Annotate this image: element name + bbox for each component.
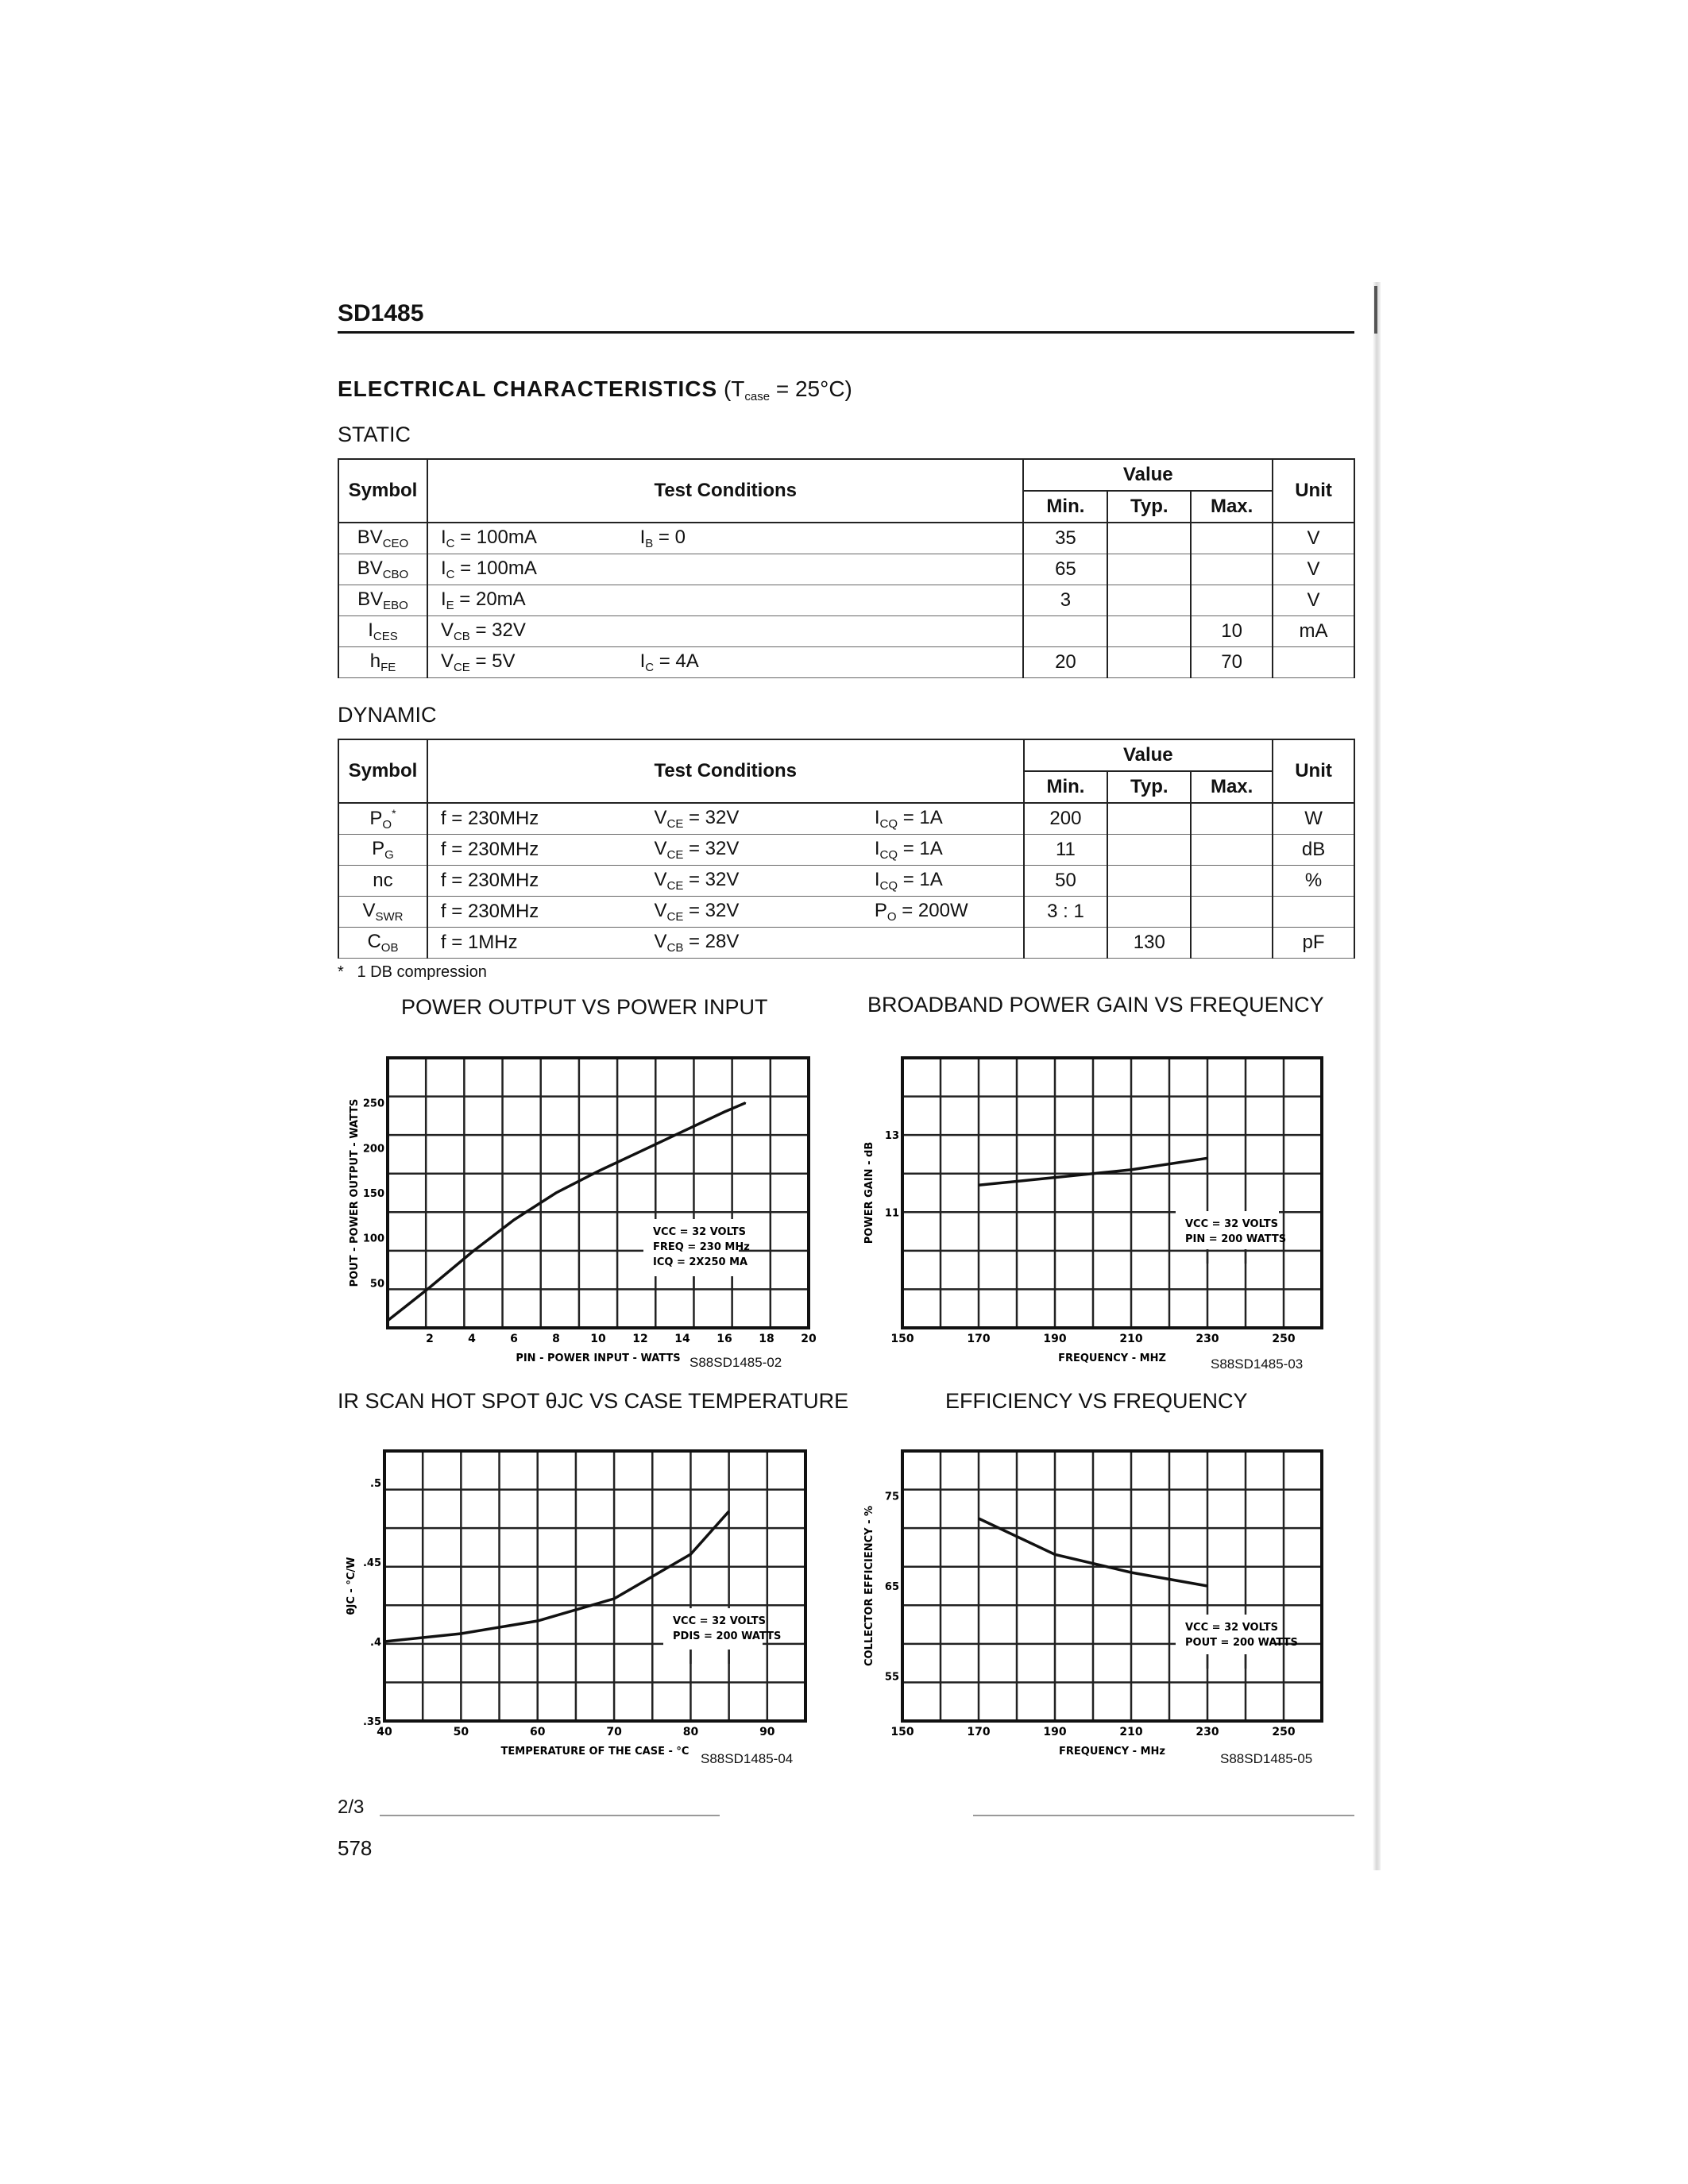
cell-typ [1107,803,1191,835]
footnote [338,963,487,982]
cell-typ [1107,897,1191,928]
table-row [338,585,1354,616]
cell-condition-3 [862,866,1024,897]
cell-max [1191,835,1273,866]
cell-condition-2 [641,803,861,835]
cell-symbol [338,647,427,678]
plot-frame [902,1058,1322,1328]
footer-rule-left [380,1815,720,1816]
cell-condition-2 [628,616,1024,647]
cell-typ [1107,866,1191,897]
data-point [597,1171,599,1172]
cell-typ [1107,647,1191,678]
condition-text: $V_{CB} = 28V$ [654,931,740,955]
data-point [724,1111,725,1113]
data-point [1130,1169,1132,1171]
figure-id-4: S88SD1485-05 [1220,1751,1313,1766]
col-test-conditions: Test Conditions [427,459,1024,523]
plot-frame [902,1451,1322,1721]
cell-condition-1: f = 1MHz [427,928,642,959]
x-tick-label: 190 [1043,1726,1067,1738]
condition-text: $V_{CB} = 32V$ [440,619,526,643]
footnote-text: 1 DB compression [357,963,487,981]
cell-condition-3 [862,803,1024,835]
cell-symbol [338,585,427,616]
condition-text: $V_{CE} = 5V$ [440,650,516,674]
annotation-text: POUT = 200 WATTS [1185,1637,1298,1649]
col-value: Value [1023,459,1273,491]
data-point [745,1102,747,1104]
annotation-text: VCC = 32 VOLTS [673,1615,766,1627]
annotation-text: FREQ = 230 MHz [653,1241,750,1253]
table-row [338,647,1354,678]
chart-1-title: POWER OUTPUT VS POWER INPUT [401,995,768,1019]
col-unit: Unit [1273,459,1354,523]
condition-text: $I_C = 4A$ [639,650,699,674]
cell-symbol [338,835,427,866]
x-tick-label: 8 [552,1333,560,1345]
cell-condition-2 [628,647,1024,678]
y-axis-label: θJC - °C/W [346,1557,357,1615]
cell-condition-1: f = 230MHz [427,835,642,866]
plot-frame [384,1451,805,1721]
cell-condition-2 [641,835,861,866]
data-point [978,1184,979,1186]
footnote-mark: * [338,963,344,981]
annotation-text: VCC = 32 VOLTS [1185,1622,1278,1634]
condition-text: $V_{CE} = 32V$ [654,900,740,924]
chart-power-output [334,1032,826,1390]
chart-grid [384,1451,805,1721]
x-tick-label: 150 [890,1333,914,1345]
figure-id-2: S88SD1485-03 [1211,1356,1304,1372]
scan-edge-shadow [1373,282,1381,1870]
x-tick-label: 10 [590,1333,606,1345]
x-tick-label: 170 [967,1333,991,1345]
condition-text: $V_{CE} = 32V$ [654,838,740,862]
x-tick-label: 210 [1119,1726,1143,1738]
cell-max: 70 [1191,647,1273,678]
cell-min: 50 [1024,866,1108,897]
data-point [461,1633,462,1634]
cell-condition-3 [862,835,1024,866]
figure-id-1: S88SD1485-02 [689,1355,782,1370]
cell-min [1024,928,1108,959]
x-tick-label: 210 [1119,1333,1143,1345]
cell-condition-1 [427,616,628,647]
symbol-text: nc [373,870,393,891]
footer-rule-right [973,1815,1354,1816]
page-number: 578 [338,1836,373,1860]
x-tick-label: 230 [1196,1333,1219,1345]
y-tick-label: 100 [362,1233,384,1245]
cell-unit: W [1273,803,1354,835]
annotation-text: VCC = 32 VOLTS [653,1226,746,1238]
cell-max [1191,897,1273,928]
table-row [338,835,1354,866]
cell-min: 11 [1024,835,1108,866]
cell-max [1191,554,1273,585]
cell-condition-1 [427,585,628,616]
y-tick-label: 11 [884,1207,899,1220]
part-number: SD1485 [338,300,424,326]
symbol-text: $C_{OB}$ [367,931,399,955]
cell-min: 20 [1023,647,1107,678]
cell-symbol [338,897,427,928]
annotation-text: PDIS = 200 WATTS [673,1630,782,1642]
x-axis-label: PIN - POWER INPUT - WATTS [516,1352,681,1364]
cell-condition-1: f = 230MHz [427,803,642,835]
condition-text: $P_O = 200W$ [874,900,968,924]
cell-condition-1: f = 230MHz [427,866,642,897]
col-symbol: Symbol [338,739,427,803]
data-point [978,1518,979,1519]
condition-text: $I_B = 0$ [639,527,686,550]
col-min: Min. [1023,491,1107,523]
annotation-bg [663,1608,763,1650]
cell-unit [1273,897,1354,928]
table-row [338,554,1354,585]
cell-condition-2 [628,523,1024,554]
chart-grid [902,1058,1322,1328]
symbol-text: $P_O^*$ [369,806,396,832]
cell-unit: mA [1273,616,1354,647]
x-tick-label: 170 [967,1726,991,1738]
cell-symbol [338,866,427,897]
data-point [613,1598,615,1599]
cell-symbol [338,928,427,959]
cell-min: 3 : 1 [1024,897,1108,928]
col-max: Max. [1191,491,1273,523]
cell-typ [1107,523,1191,554]
col-symbol: Symbol [338,459,427,523]
condition-text: $I_{CQ} = 1A$ [874,869,943,893]
x-tick-label: 60 [529,1726,546,1738]
annotation-text: PIN = 200 WATTS [1185,1233,1287,1245]
cell-max [1191,585,1273,616]
x-tick-label: 90 [759,1726,775,1738]
x-tick-label: 18 [759,1333,774,1345]
cell-typ [1107,585,1191,616]
data-point [1207,1157,1208,1159]
cell-unit: pF [1273,928,1354,959]
cell-unit: V [1273,554,1354,585]
cell-max [1191,866,1273,897]
x-tick-label: 2 [426,1333,434,1345]
col-value: Value [1024,739,1273,771]
symbol-text: $h_{FE}$ [369,650,396,674]
cell-condition-2 [628,554,1024,585]
x-axis-label: FREQUENCY - MHZ [1058,1352,1166,1364]
x-tick-label: 40 [377,1726,392,1738]
y-axis-label: POUT - POWER OUTPUT - WATTS [349,1098,361,1287]
y-tick-label: 250 [362,1098,384,1110]
data-point [682,1131,683,1133]
x-tick-label: 250 [1272,1333,1296,1345]
cell-unit: V [1273,585,1354,616]
symbol-text: $V_{SWR}$ [362,900,404,924]
cell-max [1191,523,1273,554]
cell-typ [1107,554,1191,585]
cell-unit [1273,647,1354,678]
y-tick-label: .35 [362,1716,381,1728]
cell-unit: V [1273,523,1354,554]
cell-condition-2 [628,585,1024,616]
cell-typ [1107,835,1191,866]
x-tick-label: 20 [801,1333,817,1345]
x-tick-label: 70 [606,1726,622,1738]
x-axis-label: FREQUENCY - MHz [1059,1746,1165,1758]
cell-condition-2 [641,897,861,928]
chart-4-title: EFFICIENCY VS FREQUENCY [945,1389,1248,1413]
col-max: Max. [1191,771,1273,803]
x-tick-label: 16 [717,1333,732,1345]
y-tick-label: 50 [369,1278,384,1291]
cell-condition-3 [862,897,1024,928]
data-point [1130,1572,1132,1573]
y-tick-label: .5 [370,1478,381,1490]
data-point [471,1252,473,1253]
x-tick-label: 4 [468,1333,476,1345]
condition-text: $I_C = 100mA$ [440,558,537,581]
cell-condition-1: f = 230MHz [427,897,642,928]
chart-2-title: BROADBAND POWER GAIN VS FREQUENCY [867,993,1324,1017]
cell-unit: dB [1273,835,1354,866]
data-point [728,1511,730,1512]
cell-symbol [338,803,427,835]
cell-symbol [338,554,427,585]
section-condition: $(T_{case} = 25^\circ C)$ [723,376,852,403]
data-point [639,1151,641,1152]
cell-typ [1107,616,1191,647]
static-heading: STATIC [338,423,411,446]
x-tick-label: 12 [632,1333,648,1345]
cell-min: 65 [1023,554,1107,585]
x-tick-label: 150 [890,1726,914,1738]
table-row [338,803,1354,835]
condition-text: $V_{CE} = 32V$ [654,807,740,831]
symbol-text: $BV_{CEO}$ [357,527,409,550]
x-tick-label: 6 [510,1333,518,1345]
dynamic-table [338,739,1355,959]
cell-max: 10 [1191,616,1273,647]
header-rule [338,331,1354,334]
x-tick-label: 190 [1043,1333,1067,1345]
data-point [1054,1177,1056,1179]
table-row [338,897,1354,928]
col-typ: Typ. [1107,771,1191,803]
data-point [555,1192,557,1194]
symbol-text: $I_{CES}$ [368,619,398,643]
cell-min: 35 [1023,523,1107,554]
symbol-text: $P_G$ [372,838,394,862]
chart-efficiency [850,1426,1358,1783]
symbol-text: $BV_{CBO}$ [357,558,409,581]
cell-condition-2 [641,866,861,897]
cell-symbol [338,616,427,647]
y-axis-label: COLLECTOR EFFICIENCY - % [863,1505,875,1667]
condition-text: $I_C = 100mA$ [440,527,537,550]
cell-unit: % [1273,866,1354,897]
annotation-text: ICQ = 2X250 MA [653,1256,748,1268]
x-tick-label: 50 [453,1726,469,1738]
col-min: Min. [1024,771,1108,803]
condition-text: $I_{CQ} = 1A$ [874,807,943,831]
cell-condition-1 [427,523,628,554]
y-tick-label: .45 [362,1557,381,1569]
x-tick-label: 250 [1272,1726,1296,1738]
symbol-text: $BV_{EBO}$ [357,588,408,612]
chart-grid [388,1058,809,1328]
cell-condition-3 [862,928,1024,959]
cell-min: 3 [1023,585,1107,616]
dynamic-heading: DYNAMIC [338,703,437,727]
y-tick-label: 150 [362,1188,384,1200]
scan-edge-mark [1374,286,1377,334]
data-point [513,1219,515,1221]
y-tick-label: 75 [884,1491,899,1503]
y-tick-label: 65 [884,1581,899,1593]
col-test-conditions: Test Conditions [427,739,1024,803]
page-of: 2/3 [338,1796,365,1818]
cell-min [1023,616,1107,647]
plot-frame [388,1058,809,1328]
y-tick-label: 13 [884,1130,899,1143]
figure-id-3: S88SD1485-04 [701,1751,794,1766]
y-tick-label: .4 [370,1637,381,1649]
x-tick-label: 14 [674,1333,690,1345]
section-title [338,376,852,403]
data-point [1054,1554,1056,1556]
cell-min: 200 [1024,803,1108,835]
data-point [384,1641,385,1642]
chart-3-title: IR SCAN HOT SPOT θJC VS CASE TEMPERATURE [338,1389,849,1413]
y-tick-label: 55 [884,1671,899,1684]
data-point [1207,1585,1208,1587]
condition-text: $I_E = 20mA$ [440,588,526,612]
chart-hot-spot [334,1426,826,1783]
chart-grid [902,1451,1322,1721]
col-unit: Unit [1273,739,1354,803]
x-tick-label: 80 [682,1726,699,1738]
cell-condition-2 [641,928,861,959]
static-table [338,458,1355,678]
cell-condition-1 [427,554,628,585]
x-axis-label: TEMPERATURE OF THE CASE - °C [500,1746,689,1758]
data-point [537,1620,539,1622]
condition-text: $V_{CE} = 32V$ [654,869,740,893]
cell-max [1191,928,1273,959]
condition-text: $I_{CQ} = 1A$ [874,838,943,862]
cell-max [1191,803,1273,835]
cell-symbol [338,523,427,554]
data-point [690,1553,692,1555]
chart-power-gain [850,1032,1358,1390]
col-typ: Typ. [1107,491,1191,523]
cell-condition-1 [427,647,628,678]
data-point [387,1320,388,1322]
x-tick-label: 230 [1196,1726,1219,1738]
cell-typ: 130 [1107,928,1191,959]
table-row [338,523,1354,554]
section-title-text: ELECTRICAL CHARACTERISTICS [338,376,718,401]
table-row [338,928,1354,959]
y-tick-label: 200 [362,1143,384,1156]
table-row [338,866,1354,897]
table-row [338,616,1354,647]
y-axis-label: POWER GAIN - dB [863,1141,875,1244]
annotation-text: VCC = 32 VOLTS [1185,1218,1278,1230]
data-point [429,1287,431,1288]
